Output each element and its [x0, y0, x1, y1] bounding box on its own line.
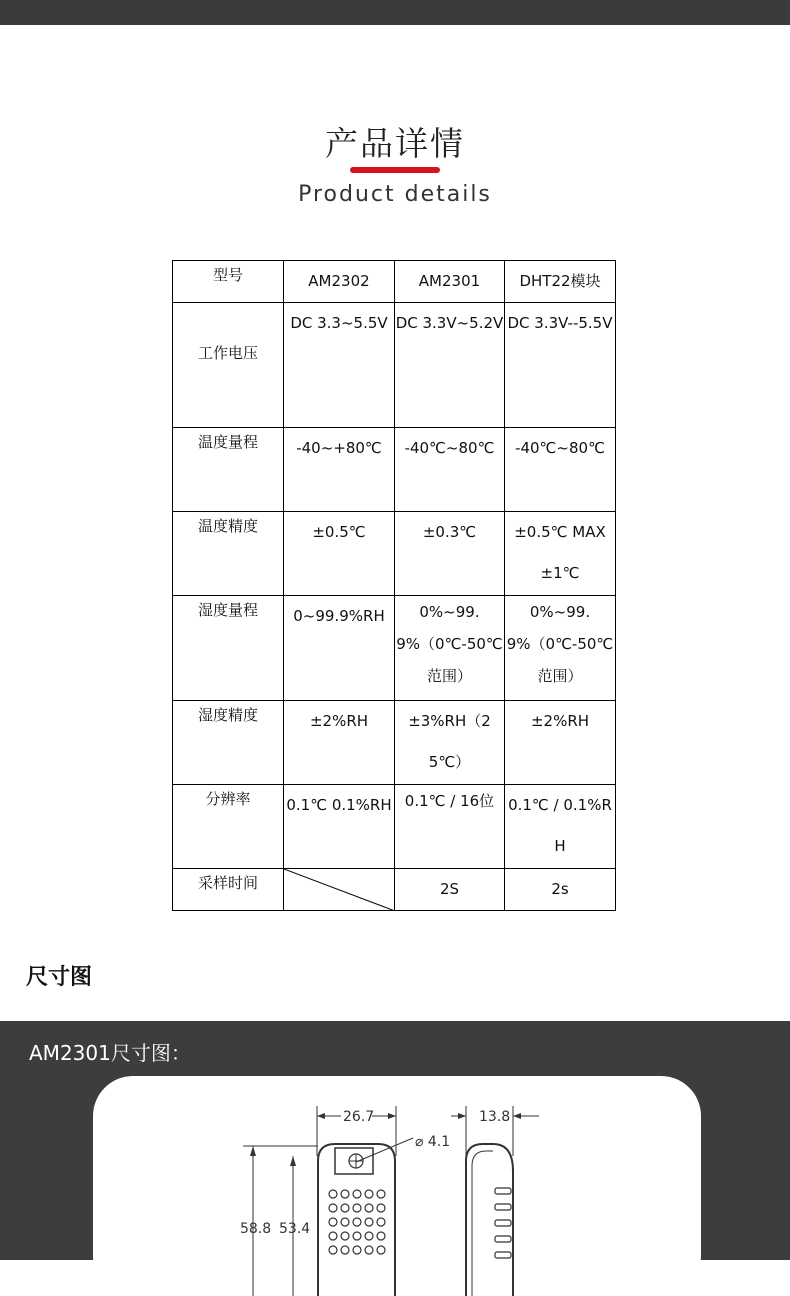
arrow-icon — [388, 1113, 396, 1119]
arrow-icon — [317, 1113, 325, 1119]
header-cell: AM2302 — [284, 261, 395, 303]
row-label: 采样时间 — [173, 869, 284, 911]
table-cell: -40~+80℃ — [284, 428, 395, 512]
table-cell: 0%~99.9%（0℃-50℃范围） — [395, 596, 505, 701]
table-cell: ±2%RH — [505, 701, 616, 785]
leader-line — [356, 1138, 413, 1162]
dimension-panel-label: AM2301尺寸图： — [29, 1041, 191, 1065]
arrow-icon — [513, 1113, 521, 1119]
dimension-section-title: 尺寸图 — [26, 965, 93, 990]
table-row — [173, 428, 616, 512]
top-bar — [0, 0, 790, 25]
table-row — [173, 701, 616, 785]
row-label: 温度精度 — [173, 512, 284, 596]
table-cell: ±0.5℃ — [284, 512, 395, 596]
dim-total-height-label: 58.8 — [240, 1221, 272, 1237]
table-cell: ±0.3℃ — [395, 512, 505, 596]
row-label: 湿度精度 — [173, 701, 284, 785]
table-cell: 2S — [395, 869, 505, 911]
table-row — [173, 869, 616, 911]
table-cell: DC 3.3~5.5V — [284, 303, 395, 428]
row-label: 分辨率 — [173, 785, 284, 869]
section-title-en: Product details — [298, 182, 492, 207]
row-label: 湿度量程 — [173, 596, 284, 701]
table-cell: -40℃~80℃ — [395, 428, 505, 512]
dimension-drawing-card — [93, 1076, 701, 1296]
table-cell: ±0.5℃ MAX ±1℃ — [505, 512, 616, 596]
empty-diagonal-cell — [284, 869, 395, 911]
table-cell: 0.1℃ / 16位 — [395, 785, 505, 869]
diagonal-line — [284, 869, 395, 911]
table-row — [173, 512, 616, 596]
header-cell: AM2301 — [395, 261, 505, 303]
arrow-icon — [458, 1113, 466, 1119]
vent-holes — [329, 1190, 385, 1254]
title-underline — [350, 167, 440, 173]
table-cell: ±2%RH — [284, 701, 395, 785]
arrow-icon — [250, 1146, 256, 1156]
dimension-drawing — [93, 1076, 701, 1296]
header-cell-model: 型号 — [173, 261, 284, 303]
dim-width-label: 26.7 — [343, 1109, 375, 1125]
arrow-icon — [290, 1156, 296, 1166]
sensor-side-inner — [472, 1151, 493, 1296]
table-cell: 0~99.9%RH — [284, 596, 395, 701]
table-row — [173, 785, 616, 869]
section-title-cn: 产品详情 — [325, 124, 465, 163]
row-label: 工作电压 — [173, 303, 284, 428]
table-cell: DC 3.3V--5.5V — [505, 303, 616, 428]
table-header-row — [173, 261, 616, 303]
table-row — [173, 303, 616, 428]
row-label: 温度量程 — [173, 428, 284, 512]
spec-table — [172, 260, 616, 911]
dim-body-height-label: 53.4 — [279, 1221, 311, 1237]
header-cell: DHT22模块 — [505, 261, 616, 303]
dim-depth-label: 13.8 — [479, 1109, 511, 1125]
table-cell: ±3%RH（25℃） — [395, 701, 505, 785]
table-cell: 0.1℃ / 0.1%RH — [505, 785, 616, 869]
table-row — [173, 596, 616, 701]
table-cell: 2s — [505, 869, 616, 911]
table-cell: DC 3.3V~5.2V — [395, 303, 505, 428]
table-cell: 0%~99.9%（0℃-50℃范围） — [505, 596, 616, 701]
side-vent-slots — [495, 1188, 511, 1258]
table-cell: -40℃~80℃ — [505, 428, 616, 512]
dim-hole-label: ⌀ 4.1 — [415, 1134, 451, 1150]
table-cell: 0.1℃ 0.1%RH — [284, 785, 395, 869]
